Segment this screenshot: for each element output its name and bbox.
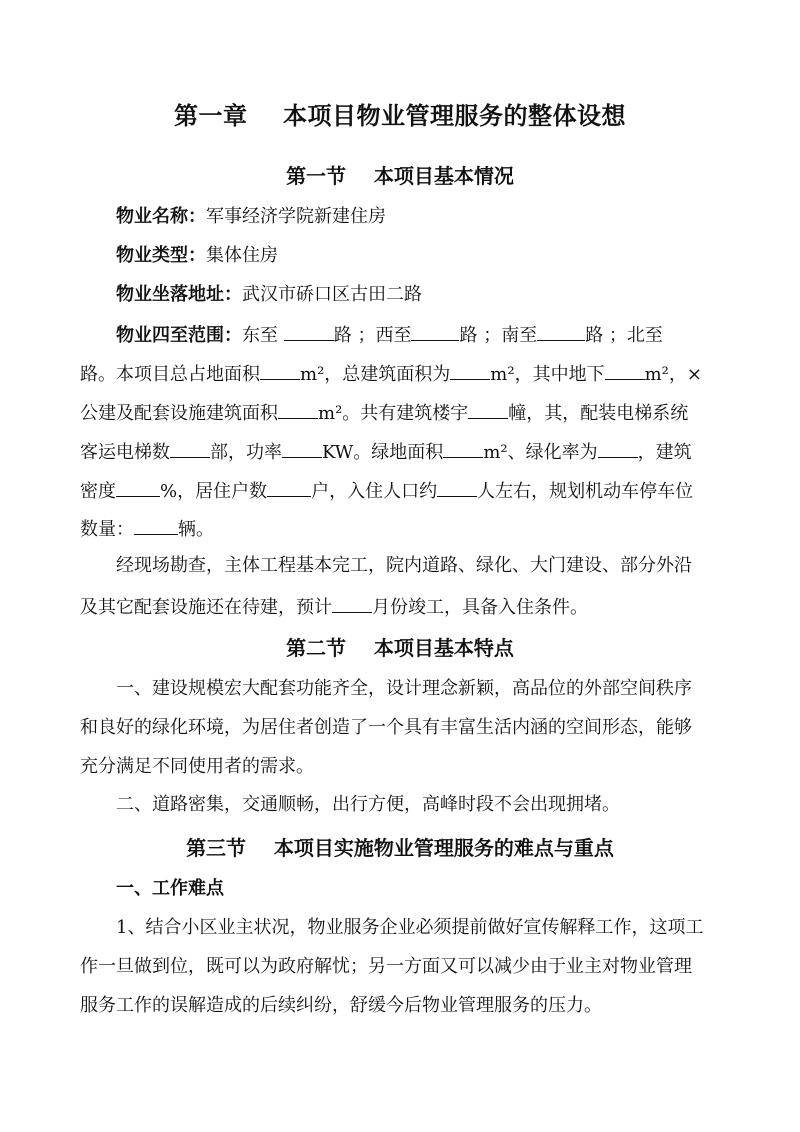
boundary-label: 物业四至范围： [116, 325, 242, 346]
chapter-title: 第一章 本项目物业管理服务的整体设想 [174, 101, 626, 130]
blank-field [282, 439, 322, 458]
difficulty1-line-1: 1、结合小区业主状况，物业服务企业必须提前做好宣传解释工作，这项工 [116, 917, 704, 938]
building-line [80, 400, 720, 425]
text-segment: 数量： [80, 519, 134, 540]
text-segment: m²，总建筑面积为 [300, 364, 451, 385]
blank-field [170, 439, 210, 458]
boundary-line [116, 322, 720, 347]
text-segment: KW。绿地面积 [322, 442, 444, 463]
property-type-label: 物业类型： [116, 245, 206, 266]
property-address-line [116, 284, 720, 306]
text-segment: 路 ；西至 [333, 325, 412, 346]
blank-field [437, 478, 477, 497]
feature1-line-2: 和良好的绿化环境，为居住者创造了一个具有丰富生活内涵的空间形态，能够 [80, 717, 692, 738]
blank-field [278, 400, 318, 419]
property-address-value: 武汉市硚口区古田二路 [242, 284, 422, 305]
feature2-line-1: 二、道路密集，交通顺畅，出行方便，高峰时段不会出现拥堵。 [116, 794, 620, 815]
blank-field [332, 594, 372, 613]
difficulty1-line-2: 作一旦做到位，既可以为政府解忧；另一方面又可以减少由于业主对物业管理 [80, 956, 692, 977]
text-segment: 东至 [242, 325, 284, 346]
property-name-label: 物业名称： [116, 206, 206, 227]
area-line [80, 361, 720, 386]
blank-field [443, 439, 483, 458]
text-segment: m²、绿化率为 [483, 442, 598, 463]
text-segment: 部，功率 [210, 442, 282, 463]
text-segment: 客运电梯数 [80, 442, 170, 463]
density-line [80, 478, 720, 503]
text-segment: 户，入住人口约 [311, 481, 438, 502]
text-segment: 路 ；北至 [585, 325, 663, 346]
property-type-line [116, 245, 720, 267]
text-segment: 幢，其，配装电梯系统 [508, 403, 689, 424]
text-segment: 人左右，规划机动车停车位 [477, 481, 694, 502]
elevator-line [80, 439, 720, 464]
parking-line [80, 516, 720, 541]
survey-paragraph-line-2 [80, 594, 720, 619]
property-name-line [116, 206, 720, 228]
property-name-value: 军事经济学院新建住房 [206, 206, 386, 227]
feature1-line-1: 一、建设规模宏大配套功能齐全，设计理念新颖，高品位的外部空间秩序 [116, 678, 692, 699]
blank-field [134, 516, 178, 535]
text-segment: ，建筑 [637, 442, 692, 463]
text-segment: 密度 [80, 481, 116, 502]
text-segment: 辆。 [178, 519, 214, 540]
text-segment: 路。本项目总占地面积 [80, 364, 260, 385]
feature1-line-3: 充分满足不同使用者的需求。 [80, 756, 314, 777]
difficulty1-line-3: 服务工作的误解造成的后续纠纷，舒缓今后物业管理服务的压力。 [80, 995, 602, 1016]
blank-field [116, 478, 160, 497]
section1-title: 第一节 本项目基本情况 [286, 164, 514, 188]
text-segment: %，居住户数 [160, 481, 268, 502]
blank-field [267, 478, 311, 497]
text-segment: m²。共有建筑楼宇 [318, 403, 469, 424]
property-type-value: 集体住房 [206, 245, 278, 266]
section3-title: 第三节 本项目实施物业管理服务的难点与重点 [186, 836, 614, 860]
blank-field [605, 361, 645, 380]
text-segment: 公建及配套设施建筑面积 [80, 403, 278, 424]
blank-field [468, 400, 508, 419]
blank-field [284, 322, 334, 341]
blank-field [411, 322, 459, 341]
subsection-work-difficulties: 一、工作难点 [116, 878, 224, 899]
text-segment: m²，× [644, 364, 702, 385]
text-segment: 路 ；南至 [459, 325, 538, 346]
blank-field [260, 361, 300, 380]
blank-field [537, 322, 585, 341]
property-address-label: 物业坐落地址： [116, 284, 242, 305]
blank-field [598, 439, 638, 458]
blank-field [450, 361, 490, 380]
survey-paragraph-line-1: 经现场勘查，主体工程基本完工，院内道路、绿化、大门建设、部分外沿 [116, 555, 692, 576]
section2-title: 第二节 本项目基本特点 [286, 636, 514, 660]
text-segment: m²，其中地下 [490, 364, 605, 385]
text-segment: 月份竣工，具备入住条件。 [372, 597, 588, 618]
text-segment: 及其它配套设施还在待建，预计 [80, 597, 332, 618]
